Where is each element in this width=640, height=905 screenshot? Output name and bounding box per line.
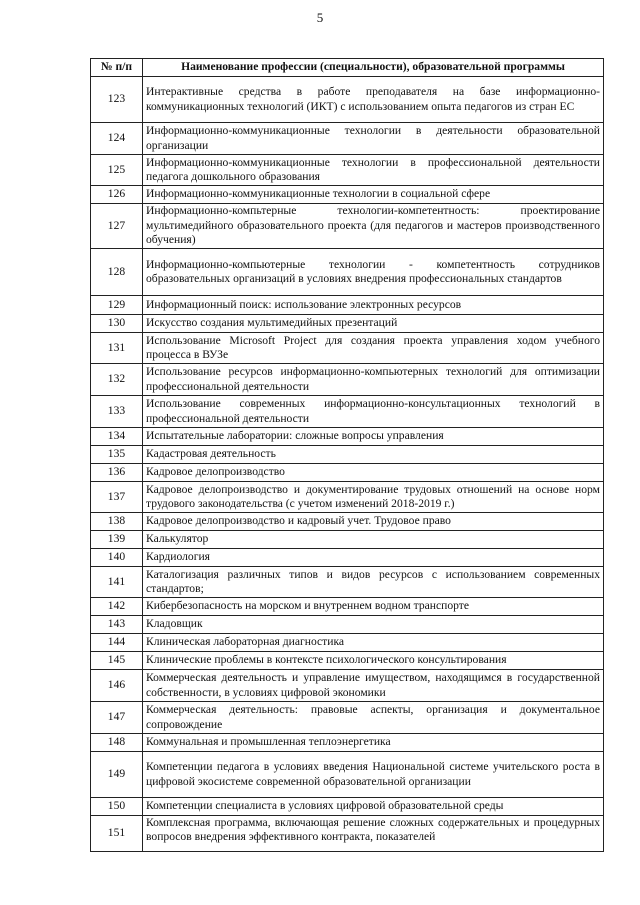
row-number: 133 (91, 396, 143, 428)
program-name: Кладовщик (143, 616, 604, 634)
program-name: Калькулятор (143, 531, 604, 549)
table-row (91, 186, 604, 204)
row-number: 134 (91, 428, 143, 446)
row-number: 125 (91, 155, 143, 186)
page-number: 5 (316, 10, 324, 25)
program-name: Информационно-коммуникационные технологии в социальной сфере (143, 186, 604, 204)
row-number: 123 (91, 77, 143, 123)
table-row (91, 155, 604, 186)
table-row (91, 333, 604, 364)
table-row (91, 816, 604, 852)
program-name: Интерактивные средства в работе преподавателя на базе информационно-коммуникационных технологий (ИКТ) с использованием опыта педагогов из стран ЕС (143, 77, 604, 123)
table-row (91, 598, 604, 616)
table-row (91, 204, 604, 249)
row-number: 131 (91, 333, 143, 364)
table-row (91, 752, 604, 798)
table-row (91, 296, 604, 315)
row-number: 132 (91, 364, 143, 396)
row-number: 140 (91, 549, 143, 567)
row-number: 130 (91, 315, 143, 333)
program-name: Информационно-коммуникационные технологии в деятельности образовательной организации (143, 123, 604, 155)
row-number: 148 (91, 734, 143, 752)
table-row (91, 549, 604, 567)
program-name: Кадровое делопроизводство и кадровый учет. Трудовое право (143, 513, 604, 531)
row-number: 151 (91, 816, 143, 852)
table-row (91, 396, 604, 428)
program-name: Информационно-коммуникационные технологии в профессиональной деятельности педагога дошкольного образования (143, 155, 604, 186)
row-number: 146 (91, 670, 143, 702)
table-row (91, 464, 604, 482)
table-row (91, 567, 604, 598)
header-num: № п/п (91, 59, 143, 77)
row-number: 149 (91, 752, 143, 798)
row-number: 124 (91, 123, 143, 155)
program-name: Испытательные лаборатории: сложные вопросы управления (143, 428, 604, 446)
table-row (91, 734, 604, 752)
program-name: Кардиология (143, 549, 604, 567)
table-row (91, 513, 604, 531)
row-number: 138 (91, 513, 143, 531)
row-number: 137 (91, 482, 143, 513)
table-row (91, 531, 604, 549)
row-number: 141 (91, 567, 143, 598)
program-name: Компетенции специалиста в условиях цифровой образовательной среды (143, 798, 604, 816)
table-row (91, 482, 604, 513)
program-name: Информационно-компьютерные технологии - компетентность сотрудников образовательных организаций в условиях внедрения профессиональных стандартов (143, 249, 604, 296)
program-name: Кибербезопасность на морском и внутреннем водном транспорте (143, 598, 604, 616)
program-name: Кадастровая деятельность (143, 446, 604, 464)
program-name: Коммерческая деятельность и управление имуществом, находящимся в государственной собственности, в условиях цифровой экономики (143, 670, 604, 702)
table-header-row (91, 59, 604, 77)
table-row (91, 798, 604, 816)
program-name: Использование Microsoft Project для создания проекта управления ходом учебного процесса в ВУЗе (143, 333, 604, 364)
row-number: 126 (91, 186, 143, 204)
program-name: Искусство создания мультимедийных презентаций (143, 315, 604, 333)
programs-table (90, 58, 604, 852)
program-name: Кадровое делопроизводство (143, 464, 604, 482)
table-row (91, 364, 604, 396)
row-number: 128 (91, 249, 143, 296)
row-number: 136 (91, 464, 143, 482)
program-name: Каталогизация различных типов и видов ресурсов с использованием современных стандартов; (143, 567, 604, 598)
row-number: 150 (91, 798, 143, 816)
table-row (91, 249, 604, 296)
program-name: Использование современных информационно-консультационных технологий в профессиональной деятельности (143, 396, 604, 428)
row-number: 127 (91, 204, 143, 249)
program-name: Информационный поиск: использование электронных ресурсов (143, 296, 604, 315)
program-name: Кадровое делопроизводство и документирование трудовых отношений на основе норм трудового законодательства (с учетом изменений 2018-2019 г.) (143, 482, 604, 513)
row-number: 142 (91, 598, 143, 616)
row-number: 145 (91, 652, 143, 670)
table-row (91, 315, 604, 333)
program-name: Клинические проблемы в контексте психологического консультирования (143, 652, 604, 670)
program-name: Комплексная программа, включающая решение сложных содержательных и процедурных вопросов внедрения эффективного контракта, показателей (143, 816, 604, 852)
program-name: Клиническая лабораторная диагностика (143, 634, 604, 652)
table-row (91, 428, 604, 446)
program-name: Коммерческая деятельность: правовые аспекты, организация и документальное сопровождение (143, 702, 604, 734)
table-row (91, 652, 604, 670)
program-name: Компетенции педагога в условиях введения Национальной системе учительского роста в цифровой экосистеме современной образовательной организации (143, 752, 604, 798)
row-number: 139 (91, 531, 143, 549)
table-row (91, 634, 604, 652)
program-name: Коммунальная и промышленная теплоэнергетика (143, 734, 604, 752)
table-row (91, 123, 604, 155)
row-number: 143 (91, 616, 143, 634)
table-row (91, 670, 604, 702)
program-name: Информационно-компьтерные технологии-компетентность: проектирование мультимедийного образовательного проекта (для педагогов и мастеров производственного обучения) (143, 204, 604, 249)
table-row (91, 702, 604, 734)
row-number: 135 (91, 446, 143, 464)
row-number: 147 (91, 702, 143, 734)
table-row (91, 446, 604, 464)
table-row (91, 77, 604, 123)
table-row (91, 616, 604, 634)
row-number: 129 (91, 296, 143, 315)
header-name: Наименование профессии (специальности), образовательной программы (143, 59, 604, 77)
program-name: Использование ресурсов информационно-компьютерных технологий для оптимизации профессиональной деятельности (143, 364, 604, 396)
row-number: 144 (91, 634, 143, 652)
